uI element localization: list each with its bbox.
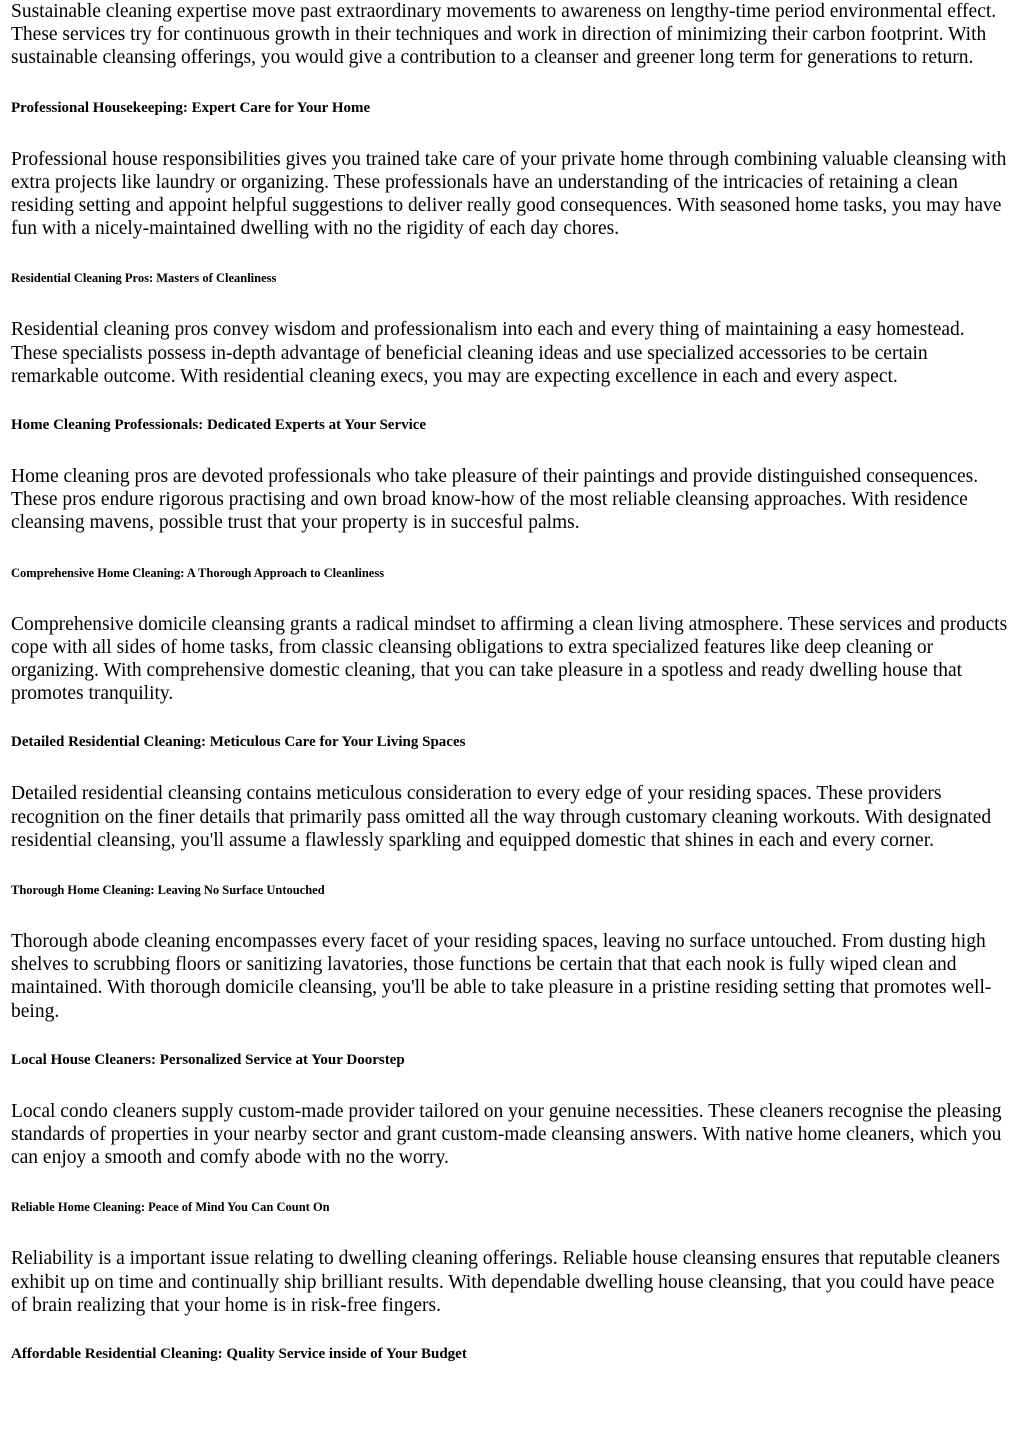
section-heading-comprehensive-home-cleaning: Comprehensive Home Cleaning: A Thorough Approach to Cleanliness bbox=[11, 565, 385, 580]
section-heading-residential-cleaning-pros: Residential Cleaning Pros: Masters of Cleanliness bbox=[11, 271, 277, 286]
section-heading-affordable-residential-cleaning: Affordable Residential Cleaning: Quality Service inside of Your Budget bbox=[11, 1346, 467, 1363]
section-paragraph-local-house-cleaners: Local condo cleaners supply custom-made provider tailored on your genuine necessities. These cleaners recognise the pleasing standards of properties in your nearby sector and grant custom-made cleansing answers. With native home cleaners, which you can enjoy a smooth and comfy abode with no the worry. bbox=[11, 1100, 1002, 1169]
section-heading-professional-housekeeping: Professional Housekeeping: Expert Care for Your Home bbox=[11, 99, 371, 116]
section-paragraph-residential-cleaning-pros: Residential cleaning pros convey wisdom and professionalism into each and every thing of maintaining a easy homestead. These specialists possess in-depth advantage of beneficial cleaning ideas and use specialized accessories to be certain remarkable outcome. With residential cleaning execs, you may are expecting excellence in each and every aspect. bbox=[11, 319, 965, 387]
section-paragraph-reliable-home-cleaning: Reliability is a important issue relating to dwelling cleaning offerings. Reliable house cleansing ensures that reputable cleaners exhibit up on time and continually ship brilliant results. With dependable dwelling house cleansing, that you could have peace of brain realizing that your home is in risk-free fingers. bbox=[11, 1248, 1000, 1316]
section-paragraph-thorough-home-cleaning: Thorough abode cleaning encompasses every facet of your residing spaces, leaving no surface untouched. From dusting high shelves to scrubbing floors or sanitizing lavatories, those functions be certain that that each nook is fully wiped clean and maintained. With thorough domicile cleansing, you'll be able to take pleasure in a pristine residing setting that promotes well-being. bbox=[11, 931, 992, 1022]
section-paragraph-comprehensive-home-cleaning: Comprehensive domicile cleansing grants a radical mindset to affirming a clean living atmosphere. These services and products cope with all sides of home tasks, from classic cleansing obligations to extra specialized features like deep cleaning or organizing. With comprehensive domestic cleaning, that you can take pleasure in a spotless and ready dwelling house that promotes tranquility. bbox=[11, 613, 1008, 705]
section-heading-home-cleaning-professionals: Home Cleaning Professionals: Dedicated Experts at Your Service bbox=[11, 417, 427, 434]
section-paragraph-home-cleaning-professionals: Home cleaning pros are devoted professionals who take pleasure of their paintings and provide distinguished consequences. These pros endure rigorous practising and own broad know-how of the most reliable cleansing approaches. With residence cleansing mavens, possible trust that your property is in succesful palms. bbox=[11, 466, 979, 534]
section-heading-thorough-home-cleaning: Thorough Home Cleaning: Leaving No Surface Untouched bbox=[11, 883, 325, 898]
section-paragraph-detailed-residential-cleaning: Detailed residential cleansing contains meticulous consideration to every edge of your residing spaces. These providers recognition on the finer details that primarily pass omitted all the way through customary cleaning workouts. With designated residential cleansing, you'll assume a flawlessly sparkling and equipped domestic that shines in each and every corner. bbox=[11, 783, 992, 851]
section-heading-local-house-cleaners: Local House Cleaners: Personalized Service at Your Doorstep bbox=[11, 1051, 405, 1068]
intro-paragraph: Sustainable cleaning expertise move past extraordinary movements to awareness on lengthy-time period environmental effect. These services try for continuous growth in their techniques and work in direction of minimizing their carbon footprint. With sustainable cleansing offerings, you would give a contribution to a cleanser and greener long term for generations to return. bbox=[11, 1, 997, 69]
section-paragraph-professional-housekeeping: Professional house responsibilities gives you trained take care of your private home through combining valuable cleansing with extra projects like laundry or organizing. These professionals have an understanding of the intricacies of retaining a clean residing setting and appoint helpful suggestions to deliver really good consequences. With seasoned home tasks, you may have fun with a nicely-maintained dwelling with no the rigidity of each day chores. bbox=[11, 148, 1007, 240]
section-heading-detailed-residential-cleaning: Detailed Residential Cleaning: Meticulous Care for Your Living Spaces bbox=[11, 734, 466, 751]
section-heading-reliable-home-cleaning: Reliable Home Cleaning: Peace of Mind You Can Count On bbox=[11, 1200, 330, 1215]
